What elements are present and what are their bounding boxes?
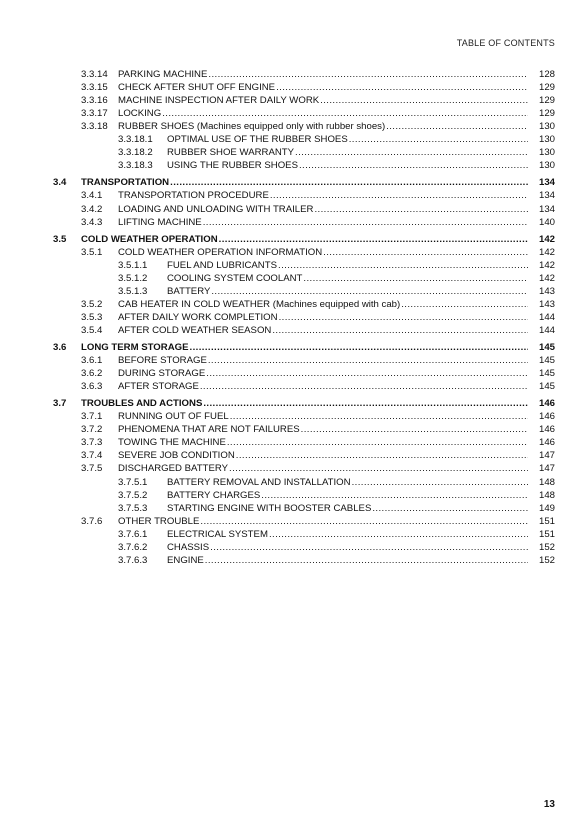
toc-entry-title: AFTER COLD WEATHER SEASON	[118, 324, 272, 336]
toc-entry-title: AFTER STORAGE	[118, 381, 199, 393]
toc-section-row[interactable]	[0, 397, 583, 410]
toc-dot-leader	[278, 259, 528, 272]
toc-dot-leader	[206, 367, 528, 380]
toc-section-row[interactable]	[0, 176, 583, 189]
toc-dot-leader	[208, 68, 528, 81]
toc-dot-leader	[386, 120, 528, 133]
toc-dot-leader	[301, 423, 528, 436]
toc-entry-page: 146	[538, 411, 555, 423]
toc-dot-leader	[320, 94, 528, 107]
toc-entry-number: 3.3.18.1	[118, 134, 153, 146]
toc-entry-leader	[167, 502, 528, 515]
toc-dot-leader	[230, 410, 528, 423]
toc-entry-row[interactable]	[0, 489, 583, 502]
toc-entry-row[interactable]	[0, 528, 583, 541]
toc-dot-leader	[211, 285, 528, 298]
toc-entry-number: 3.6.3	[81, 381, 103, 393]
toc-entry-title: FUEL AND LUBRICANTS	[167, 259, 277, 271]
toc-entry-row[interactable]	[0, 107, 583, 120]
toc-entry-title: LOCKING	[118, 108, 162, 120]
toc-entry-title: BEFORE STORAGE	[118, 355, 207, 367]
toc-entry-leader	[118, 436, 528, 449]
toc-entry-title: LIFTING MACHINE	[118, 216, 202, 228]
toc-dot-leader	[314, 203, 528, 216]
toc-entry-number: 3.3.17	[81, 108, 108, 120]
toc-entry-title: MACHINE INSPECTION AFTER DAILY WORK	[118, 95, 320, 107]
toc-entry-number: 3.7.6.2	[118, 541, 148, 553]
toc-entry-title: OPTIMAL USE OF THE RUBBER SHOES	[167, 134, 348, 146]
toc-section-row[interactable]	[0, 233, 583, 246]
toc-entry-row[interactable]	[0, 94, 583, 107]
toc-entry-number: 3.7.5.3	[118, 502, 148, 514]
toc-entry-row[interactable]	[0, 515, 583, 528]
toc-entry-title: SEVERE JOB CONDITION	[118, 450, 235, 462]
toc-entry-row[interactable]	[0, 554, 583, 567]
toc-entry-leader	[118, 423, 528, 436]
page-number: 13	[543, 799, 555, 810]
toc-entry-row[interactable]	[0, 216, 583, 229]
toc-dot-leader	[210, 541, 528, 554]
toc-entry-page: 142	[538, 259, 555, 271]
toc-entry-page: 130	[538, 121, 555, 133]
toc-dot-leader	[203, 397, 528, 410]
toc-entry-page: 149	[538, 502, 555, 514]
toc-entry-title: LONG TERM STORAGE	[81, 342, 189, 353]
toc-entry-row[interactable]	[0, 133, 583, 146]
toc-entry-title: RUNNING OUT OF FUEL	[118, 411, 229, 423]
toc-entry-row[interactable]	[0, 68, 583, 81]
toc-entry-title: BATTERY REMOVAL AND INSTALLATION	[167, 476, 351, 488]
toc-entry-row[interactable]	[0, 541, 583, 554]
toc-entry-leader	[167, 554, 528, 567]
toc-entry-leader	[118, 246, 528, 259]
toc-entry-number: 3.7	[53, 398, 67, 410]
toc-entry-number: 3.5.4	[81, 324, 103, 336]
toc-entry-leader	[118, 380, 528, 393]
toc-entry-leader	[167, 285, 528, 298]
toc-dot-leader	[349, 133, 528, 146]
toc-dot-leader	[323, 246, 528, 259]
toc-entry-number: 3.7.6.1	[118, 528, 148, 540]
toc-entry-page: 146	[538, 424, 555, 436]
toc-dot-leader	[219, 233, 528, 246]
toc-dot-leader	[303, 272, 528, 285]
toc-entry-leader	[118, 81, 528, 94]
toc-dot-leader	[270, 189, 528, 202]
toc-entry-number: 3.4	[53, 177, 67, 189]
toc-entry-number: 3.5.1.2	[118, 272, 148, 284]
toc-entry-number: 3.4.3	[81, 216, 103, 228]
toc-entry-title: COLD WEATHER OPERATION	[81, 233, 218, 245]
toc-entry-leader	[118, 216, 528, 229]
toc-entry-row[interactable]	[0, 272, 583, 285]
toc-entry-title: STARTING ENGINE WITH BOOSTER CABLES	[167, 502, 372, 514]
toc-dot-leader	[200, 380, 528, 393]
toc-entry-title: BATTERY CHARGES	[167, 489, 261, 501]
toc-entry-row[interactable]	[0, 354, 583, 367]
toc-entry-number: 3.7.6.3	[118, 554, 148, 566]
toc-entry-leader	[118, 203, 528, 216]
toc-entry-title: CHASSIS	[167, 541, 210, 553]
toc-entry-row[interactable]	[0, 423, 583, 436]
toc-entry-number: 3.7.4	[81, 450, 103, 462]
toc-entry-leader	[118, 462, 528, 475]
toc-entry-title: TRANSPORTATION	[81, 177, 170, 189]
toc-entry-page: 143	[538, 298, 555, 310]
toc-entry-row[interactable]	[0, 259, 583, 272]
toc-entry-page: 134	[538, 203, 555, 215]
toc-entry-title: RUBBER SHOES (Machines equipped only with rubber shoes)	[118, 121, 386, 133]
toc-entry-page: 129	[538, 82, 555, 94]
toc-entry-row[interactable]	[0, 476, 583, 489]
toc-entry-title: AFTER DAILY WORK COMPLETION	[118, 311, 278, 323]
toc-dot-leader	[261, 489, 528, 502]
toc-dot-leader	[229, 462, 528, 475]
toc-dot-leader	[272, 324, 528, 337]
toc-entry-page: 144	[538, 311, 555, 323]
toc-entry-page: 151	[538, 528, 555, 540]
toc-entry-page: 148	[538, 489, 555, 501]
toc-entry-page: 151	[538, 515, 555, 527]
toc-entry-row[interactable]	[0, 120, 583, 133]
toc-entry-title: PARKING MACHINE	[118, 69, 208, 80]
toc-dot-leader	[372, 502, 528, 515]
toc-entry-page: 128	[538, 69, 555, 80]
toc-dot-leader	[236, 449, 528, 462]
toc-entry-row[interactable]	[0, 449, 583, 462]
toc-entry-row[interactable]	[0, 285, 583, 298]
toc-entry-title: PHENOMENA THAT ARE NOT FAILURES	[118, 424, 300, 436]
toc-entry-number: 3.3.14	[81, 69, 108, 80]
toc-entry-row[interactable]	[0, 298, 583, 311]
toc-entry-title: CAB HEATER IN COLD WEATHER (Machines equipped with cab)	[118, 298, 401, 310]
toc-entry-leader	[118, 367, 528, 380]
toc-entry-page: 142	[538, 272, 555, 284]
toc-dot-leader	[203, 216, 528, 229]
toc-entry-title: COOLING SYSTEM COOLANT	[167, 272, 303, 284]
toc-section-row[interactable]	[0, 341, 583, 354]
toc-entry-number: 3.5.3	[81, 311, 103, 323]
toc-entry-leader	[118, 354, 528, 367]
toc-dot-leader	[352, 476, 528, 489]
toc-dot-leader	[276, 81, 528, 94]
toc-entry-page: 142	[538, 233, 555, 245]
toc-entry-number: 3.7.5.1	[118, 476, 148, 488]
toc-dot-leader	[170, 176, 528, 189]
toc-entry-page: 145	[538, 342, 555, 353]
toc-dot-leader	[401, 298, 528, 311]
toc-entry-number: 3.4.2	[81, 203, 103, 215]
toc-entry-number: 3.6.2	[81, 368, 103, 380]
toc-dot-leader	[208, 354, 528, 367]
toc-entry-number: 3.5.2	[81, 298, 103, 310]
toc-entry-leader	[118, 68, 528, 81]
toc-entry-page: 145	[538, 368, 555, 380]
toc-entry-title: ENGINE	[167, 554, 204, 566]
toc-entry-number: 3.6.1	[81, 355, 103, 367]
toc-entry-page: 146	[538, 437, 555, 449]
toc-entry-page: 152	[538, 554, 555, 566]
toc-entry-row[interactable]	[0, 203, 583, 216]
toc-entry-row[interactable]	[0, 324, 583, 337]
toc-entry-title: OTHER TROUBLE	[118, 515, 200, 527]
toc-entry-leader	[167, 541, 528, 554]
toc-entry-leader	[167, 259, 528, 272]
toc-entry-leader	[167, 476, 528, 489]
toc-entry-number: 3.3.18	[81, 121, 108, 133]
toc-dot-leader	[200, 515, 528, 528]
toc-entry-leader	[81, 397, 528, 410]
toc-entry-leader	[167, 489, 528, 502]
toc-entry-leader	[167, 528, 528, 541]
toc-entry-leader	[118, 324, 528, 337]
toc-entry-row[interactable]	[0, 410, 583, 423]
toc-dot-leader	[299, 159, 528, 172]
toc-entry-number: 3.5.1	[81, 246, 103, 258]
toc-entry-page: 147	[538, 463, 555, 475]
toc-entry-leader	[118, 311, 528, 324]
toc-dot-leader	[190, 341, 529, 354]
toc-entry-row[interactable]	[0, 159, 583, 172]
toc-entry-leader	[167, 272, 528, 285]
toc-entry-title: COLD WEATHER OPERATION INFORMATION	[118, 246, 323, 258]
toc-entry-number: 3.3.15	[81, 82, 108, 94]
toc-entry-page: 144	[538, 324, 555, 336]
toc-entry-number: 3.7.5.2	[118, 489, 148, 501]
toc-entry-title: TROUBLES AND ACTIONS	[81, 398, 203, 410]
page-header-title: TABLE OF CONTENTS	[456, 38, 555, 48]
toc-entry-leader	[118, 94, 528, 107]
toc-entry-page: 130	[538, 134, 555, 146]
toc-entry-page: 147	[538, 450, 555, 462]
toc-entry-row[interactable]	[0, 380, 583, 393]
toc-entry-leader	[167, 133, 528, 146]
toc-entry-leader	[118, 107, 528, 120]
toc-entry-title: TOWING THE MACHINE	[118, 437, 226, 449]
toc-entry-number: 3.7.3	[81, 437, 103, 449]
toc-entry-title: ELECTRICAL SYSTEM	[167, 528, 268, 540]
toc-entry-leader	[118, 189, 528, 202]
toc-entry-leader	[167, 146, 528, 159]
toc-entry-page: 145	[538, 381, 555, 393]
toc-entry-page: 129	[538, 95, 555, 107]
toc-entry-page: 130	[538, 147, 555, 159]
toc-entry-number: 3.7.6	[81, 515, 103, 527]
toc-entry-page: 140	[538, 216, 555, 228]
toc-entry-row[interactable]	[0, 462, 583, 475]
toc-entry-title: TRANSPORTATION PROCEDURE	[118, 190, 269, 202]
toc-entry-number: 3.6	[53, 342, 67, 353]
toc-entry-leader	[81, 233, 528, 246]
toc-entry-page: 134	[538, 190, 555, 202]
toc-entry-title: BATTERY	[167, 285, 211, 297]
toc-dot-leader	[269, 528, 528, 541]
toc-dot-leader	[279, 311, 528, 324]
toc-entry-title: RUBBER SHOE WARRANTY	[167, 147, 295, 159]
toc-entry-title: DISCHARGED BATTERY	[118, 463, 228, 475]
toc-entry-leader	[118, 120, 528, 133]
toc-entry-page: 145	[538, 355, 555, 367]
toc-entry-row[interactable]	[0, 436, 583, 449]
toc-entry-number: 3.4.1	[81, 190, 103, 202]
toc-entry-title: USING THE RUBBER SHOES	[167, 160, 298, 172]
toc-entry-row[interactable]	[0, 81, 583, 94]
toc-entry-number: 3.5.1.1	[118, 259, 148, 271]
toc-entry-row[interactable]	[0, 367, 583, 380]
toc-entry-page: 148	[538, 476, 555, 488]
toc-dot-leader	[295, 146, 528, 159]
toc-entry-leader	[81, 341, 528, 354]
toc-entry-row[interactable]	[0, 502, 583, 515]
toc-entry-page: 130	[538, 160, 555, 172]
toc-entry-page: 129	[538, 108, 555, 120]
toc-entry-leader	[118, 515, 528, 528]
toc-entry-leader	[81, 176, 528, 189]
toc-entry-title: LOADING AND UNLOADING WITH TRAILER	[118, 203, 314, 215]
toc-dot-leader	[227, 436, 528, 449]
toc-entry-number: 3.5	[53, 233, 67, 245]
toc-entry-number: 3.7.2	[81, 424, 103, 436]
toc-entry-number: 3.3.18.2	[118, 147, 153, 159]
toc-entry-title: DURING STORAGE	[118, 368, 206, 380]
toc-dot-leader	[205, 554, 528, 567]
toc-entry-row[interactable]	[0, 311, 583, 324]
toc-dot-leader	[162, 107, 528, 120]
toc-entry-page: 152	[538, 541, 555, 553]
toc-entry-title: CHECK AFTER SHUT OFF ENGINE	[118, 82, 276, 94]
toc-entry-number: 3.5.1.3	[118, 285, 148, 297]
toc-entry-page: 143	[538, 285, 555, 297]
toc-entry-page: 134	[538, 177, 555, 189]
toc-entry-leader	[167, 159, 528, 172]
toc-entry-row[interactable]	[0, 246, 583, 259]
toc-entry-page: 142	[538, 246, 555, 258]
toc-entry-row[interactable]	[0, 189, 583, 202]
toc-entry-leader	[118, 449, 528, 462]
toc-entry-number: 3.7.1	[81, 411, 103, 423]
toc-entry-number: 3.3.16	[81, 95, 108, 107]
toc-entry-number: 3.3.18.3	[118, 160, 153, 172]
toc-entry-leader	[118, 298, 528, 311]
toc-entry-page: 146	[538, 398, 555, 410]
toc-entry-row[interactable]	[0, 146, 583, 159]
toc-entry-leader	[118, 410, 528, 423]
toc-entry-number: 3.7.5	[81, 463, 103, 475]
